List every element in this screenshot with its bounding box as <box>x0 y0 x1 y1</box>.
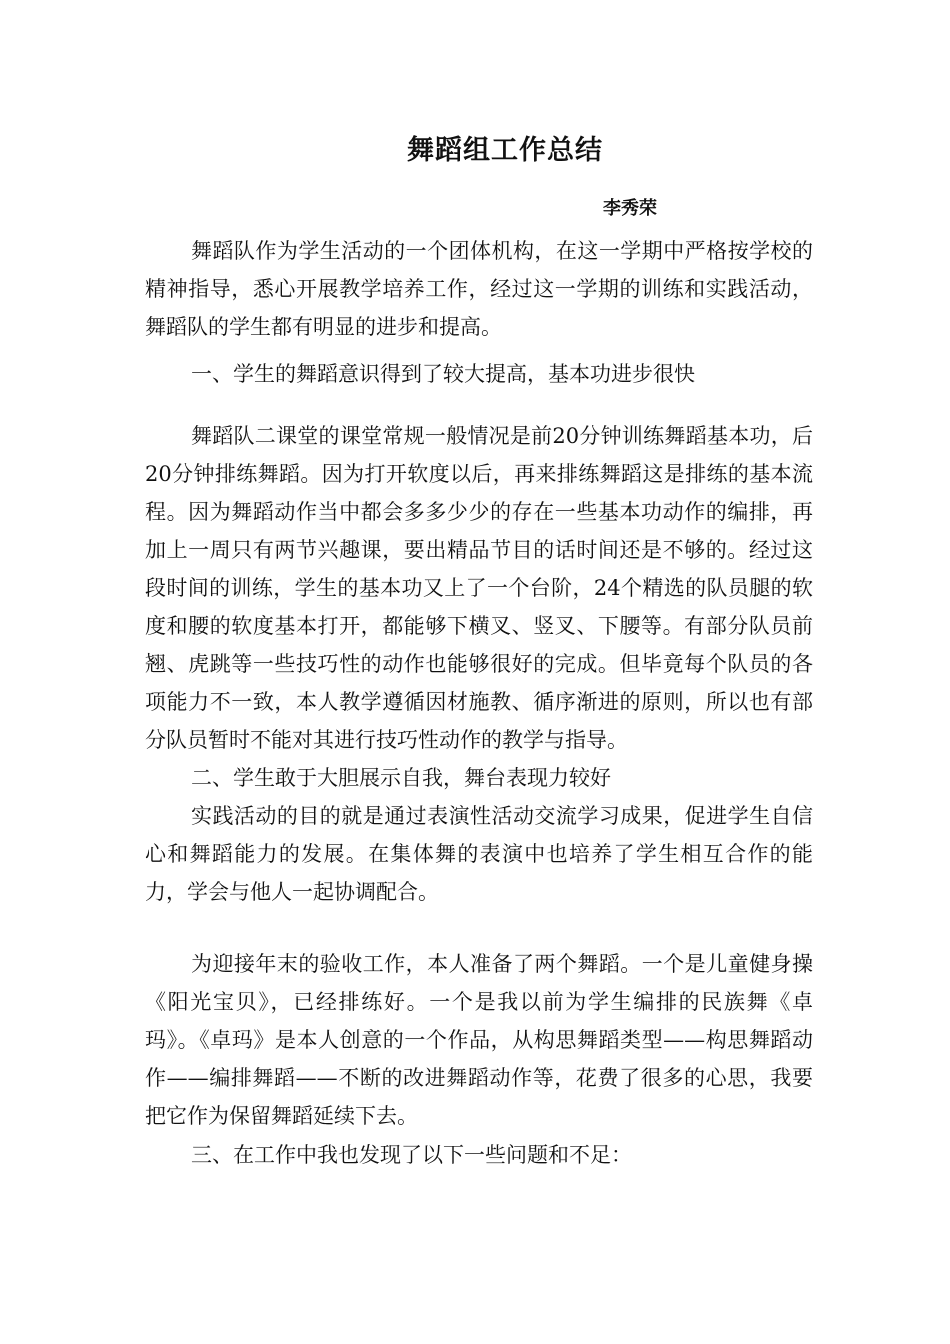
section-heading-3: 三、在工作中我也发现了以下一些问题和不足： <box>191 1143 632 1167</box>
paragraph-practice: 实践活动的目的就是通过表演性活动交流学习成果，促进学生自信心和舞蹈能力的发展。在集体舞的表演中也培养了学生相互合作的能力，学会与他人一起协调配合。 <box>145 804 813 904</box>
section-heading-2: 二、学生敢于大胆展示自我，舞台表现力较好 <box>191 766 611 790</box>
document-author: 李秀荣 <box>603 198 657 219</box>
section-heading-1: 一、学生的舞蹈意识得到了较大提高，基本功进步很快 <box>191 362 695 386</box>
paragraph-intro: 舞蹈队作为学生活动的一个团体机构，在这一学期中严格按学校的精神指导，悉心开展教学培养工作，经过这一学期的训练和实践活动，舞蹈队的学生都有明显的进步和提高。 <box>145 239 813 339</box>
document-title: 舞蹈组工作总结 <box>407 135 603 166</box>
paragraph-basic-skills: 舞蹈队二课堂的课堂常规一般情况是前20分钟训练舞蹈基本功，后20分钟排练舞蹈。因为打开软度以后，再来排练舞蹈这是排练的基本流程。因为舞蹈动作当中都会多多少少的存在一些基本功动作的编排，再加上一周只有两节兴趣课，要出精品节目的话时间还是不够的。经过这段时间的训练，学生的基本功又上了一个台阶，24个精选的队员腿的软度和腰的软度基本打开，都能够下横叉、竖叉、下腰等。有部分队员前翘、虎跳等一些技巧性的动作也能够很好的完成。但毕竟每个队员的各项能力不一致，本人教学遵循因材施教、循序渐进的原则，所以也有部分队员暂时不能对其进行技巧性动作的教学与指导。 <box>145 424 813 752</box>
paragraph-year-end: 为迎接年末的验收工作，本人准备了两个舞蹈。一个是儿童健身操《阳光宝贝》，已经排练好。一个是我以前为学生编排的民族舞《卓玛》。《卓玛》是本人创意的一个作品，从构思舞蹈类型——构思舞蹈动作——编排舞蹈——不断的改进舞蹈动作等，花费了很多的心思，我要把它作为保留舞蹈延续下去。 <box>145 952 813 1128</box>
